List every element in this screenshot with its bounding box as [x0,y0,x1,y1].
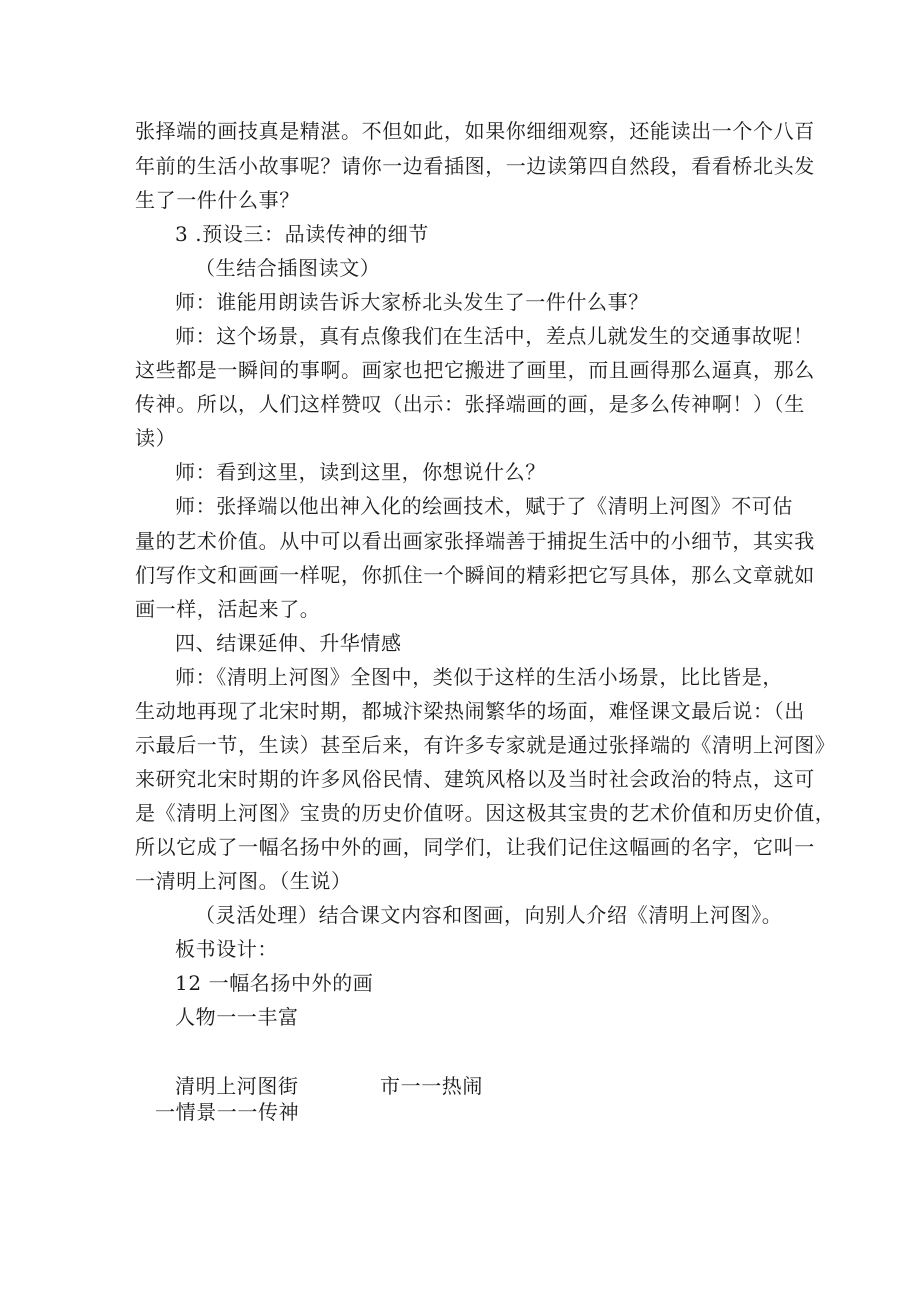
board-item: 人物一一丰富 [175,1005,299,1029]
board-market: 市一一热闹 [380,1074,483,1098]
paragraph-line: 所以它成了一幅名扬中外的画，同学们，让我们记住这幅画的名字，它叫一 [135,835,815,859]
section-heading: 3 .预设三：品读传神的细节 [175,222,429,246]
paragraph-line: 传神。所以，人们这样赞叹（出示：张择端画的画，是多么传神啊！）（生 [135,392,805,416]
stage-direction: （生结合插图读文） [195,256,381,280]
board-scene: 一情景一一传神 [155,1100,300,1124]
paragraph-line: 读） [135,426,177,450]
section-heading: 四、结课延伸、升华情感 [175,631,402,655]
paragraph-line: 生动地再现了北宋时期，都城汴梁热闹繁华的场面，难怪课文最后说：（出 [135,699,805,723]
paragraph-line: 们写作文和画画一样呢，你抓住一个瞬间的精彩把它写具体，那么文章就如 [135,563,815,587]
board-title: 12 一幅名扬中外的画 [175,971,374,995]
paragraph-line: 示最后一节，生读）甚至后来，有许多专家就是通过张择端的《清明上河图》 [135,733,836,757]
paragraph-line: 是《清明上河图》宝贵的历史价值呀。因这极其宝贵的艺术价值和历史价值， [135,801,836,825]
paragraph-line: 张择端的画技真是精湛。不但如此，如果你细细观察，还能读出一个个八百 [135,119,815,143]
board-design-heading: 板书设计： [175,937,278,961]
paragraph-line: 来研究北宋时期的许多风俗民情、建筑风格以及当时社会政治的特点，这可 [135,767,815,791]
teacher-line: 师：看到这里，读到这里，你想说什么？ [175,460,546,484]
board-street: 清明上河图街 [175,1074,299,1098]
teacher-line: 师：谁能用朗读告诉大家桥北头发生了一件什么事？ [175,290,649,314]
paragraph-line: 量的艺术价值。从中可以看出画家张择端善于捕捉生活中的小细节，其实我 [135,529,815,553]
paragraph-line: 生了一件什么事？ [135,188,300,212]
paragraph-line: 一清明上河图。（生说） [135,869,352,893]
teacher-line: 师：《清明上河图》全图中，类似于这样的生活小场景，比比皆是， [175,665,783,689]
paragraph-line: 年前的生活小故事呢？请你一边看插图，一边读第四自然段，看看桥北头发 [135,154,815,178]
paragraph-line: （灵活处理）结合课文内容和图画，向别人介绍《清明上河图》。 [195,903,783,927]
teacher-line: 师：这个场景，真有点像我们在生活中，差点儿就发生的交通事故呢！ [175,324,814,348]
teacher-line: 师：张择端以他出神入化的绘画技术，赋于了《清明上河图》不可估 [175,494,793,518]
paragraph-line: 画一样，活起来了。 [135,597,321,621]
paragraph-line: 这些都是一瞬间的事啊。画家也把它搬进了画里，而且画得那么逼真，那么 [135,358,815,382]
